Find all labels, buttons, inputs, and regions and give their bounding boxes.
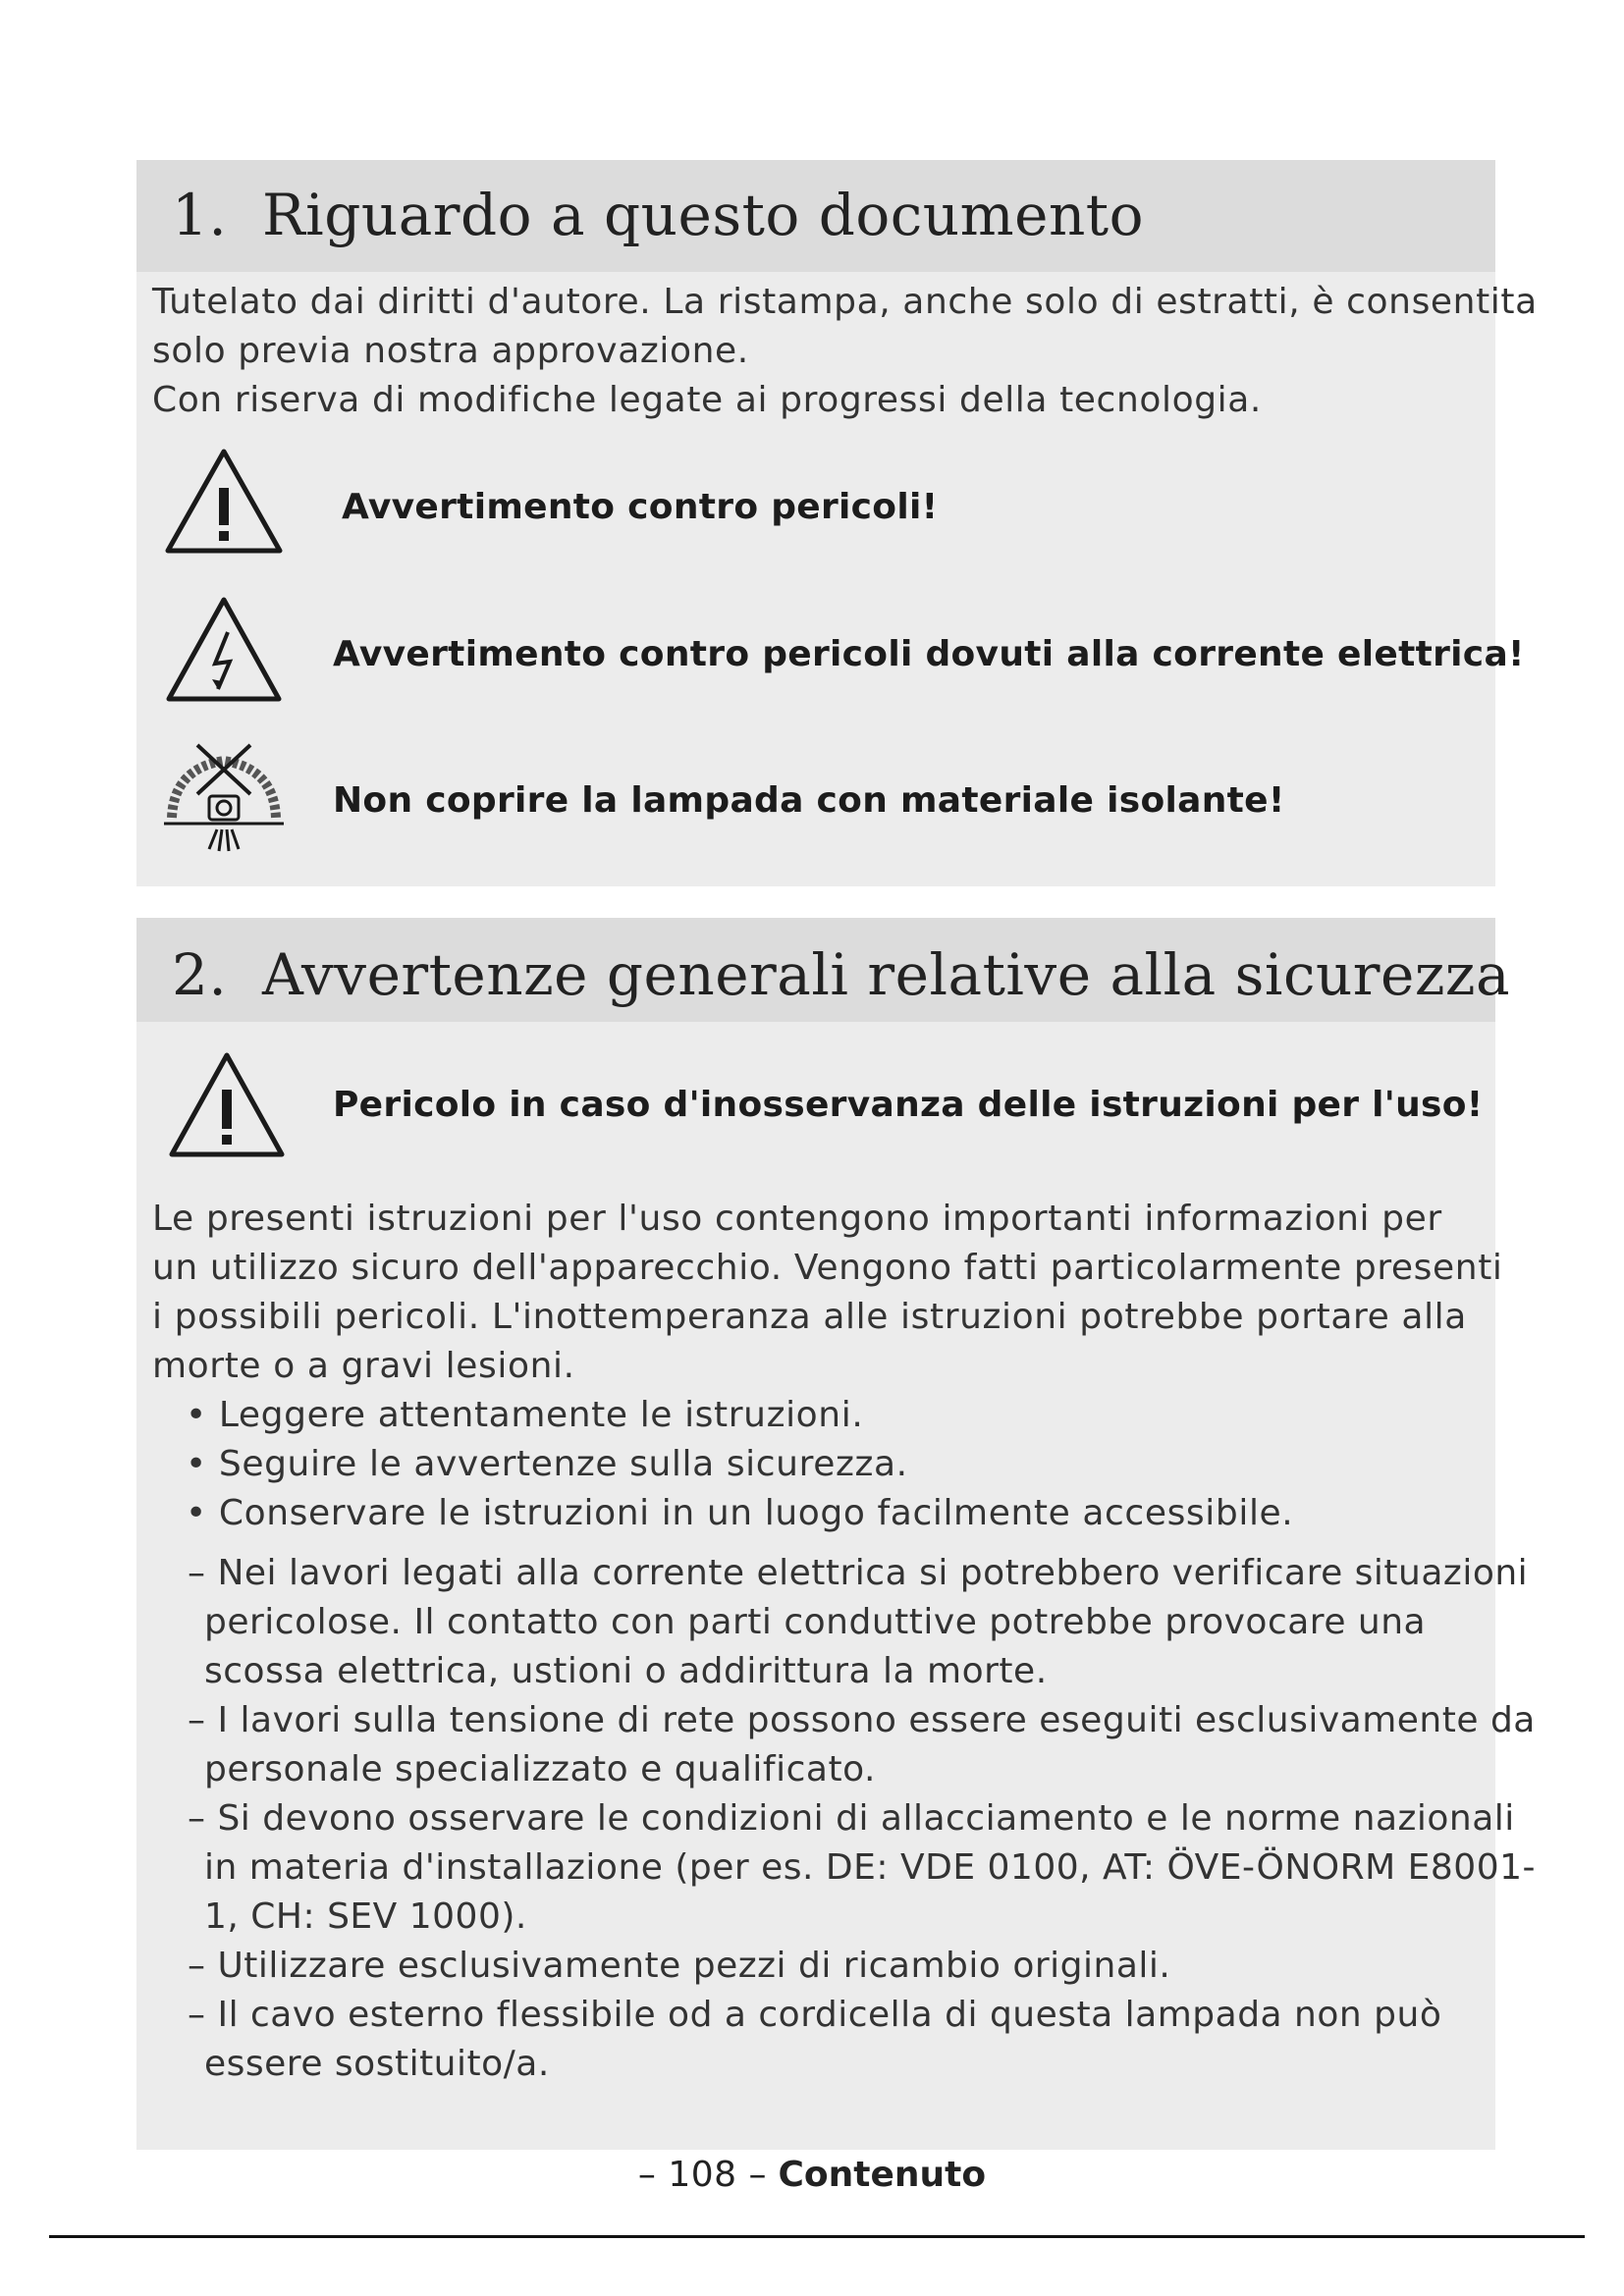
dash-list xyxy=(188,1549,1536,2089)
section-safety xyxy=(136,918,1536,2150)
warning-general-text: Avvertimento contro pericoli! xyxy=(342,487,939,527)
section-title: 1. Riguardo a questo documento xyxy=(172,182,1145,248)
section-title: 2. Avvertenze generali relative alla sicurezza xyxy=(172,941,1511,1008)
list-item: – Si devono osservare le condizioni di allacciamento e le norme nazionali in materia d'installazione (per es. DE: VDE 0100, AT: ÖVE-ÖNORM E8001- 1, CH: SEV 1000). xyxy=(188,1794,1536,1942)
page-number: – 108 – xyxy=(637,2155,768,2195)
list-item: – Utilizzare esclusivamente pezzi di ricambio originali. xyxy=(188,1942,1536,1991)
page-footer xyxy=(0,2155,1624,2195)
list-item: – Il cavo esterno flessibile od a cordicella di questa lampada non può essere sostituito/a. xyxy=(188,1991,1536,2089)
footer-divider xyxy=(49,2235,1585,2238)
footer-link-contents[interactable]: Contenuto xyxy=(778,2155,987,2195)
list-item: • Conservare le istruzioni in un luogo facilmente accessibile. xyxy=(186,1489,1293,1538)
list-item: – Nei lavori legati alla corrente elettrica si potrebbero verificare situazioni pericolose. Il contatto con parti conduttive potrebbe provocare una scossa elettrica, ustioni o addirittura la morte. xyxy=(188,1549,1536,1696)
electric-hazard-icon xyxy=(163,595,285,705)
section-header xyxy=(136,918,1511,1022)
warning-electric-text: Avvertimento contro pericoli dovuti alla corrente elettrica! xyxy=(333,634,1525,674)
section-about-document xyxy=(136,160,1538,886)
intro-paragraph: Le presenti istruzioni per l'uso contengono importanti informazioni per un utilizzo sicuro dell'apparecchio. Vengono fatti particolarmente presenti i possibili pericoli. L'inottemperanza alle istruzioni potrebbe portare alla morte o a gravi lesioni. xyxy=(152,1199,1503,1386)
no-insulation-cover-icon xyxy=(158,739,290,857)
warning-triangle-icon xyxy=(166,1050,288,1160)
warning-instructions-text: Pericolo in caso d'inosservanza delle istruzioni per l'uso! xyxy=(333,1085,1484,1125)
list-item: – I lavori sulla tensione di rete possono essere eseguiti esclusivamente da personale specializzato e qualificato. xyxy=(188,1696,1536,1794)
warning-triangle-icon xyxy=(162,447,286,557)
section-header xyxy=(136,160,1495,272)
bullet-list xyxy=(186,1391,1293,1538)
list-item: • Seguire le avvertenze sulla sicurezza. xyxy=(186,1440,1293,1489)
list-item: • Leggere attentamente le istruzioni. xyxy=(186,1391,1293,1440)
warning-insulation-text: Non coprire la lampada con materiale isolante! xyxy=(333,780,1285,821)
copyright-paragraph: Tutelato dai diritti d'autore. La ristampa, anche solo di estratti, è consentita solo previa nostra approvazione. Con riserva di modifiche legate ai progressi della tecnologia. xyxy=(152,282,1538,420)
